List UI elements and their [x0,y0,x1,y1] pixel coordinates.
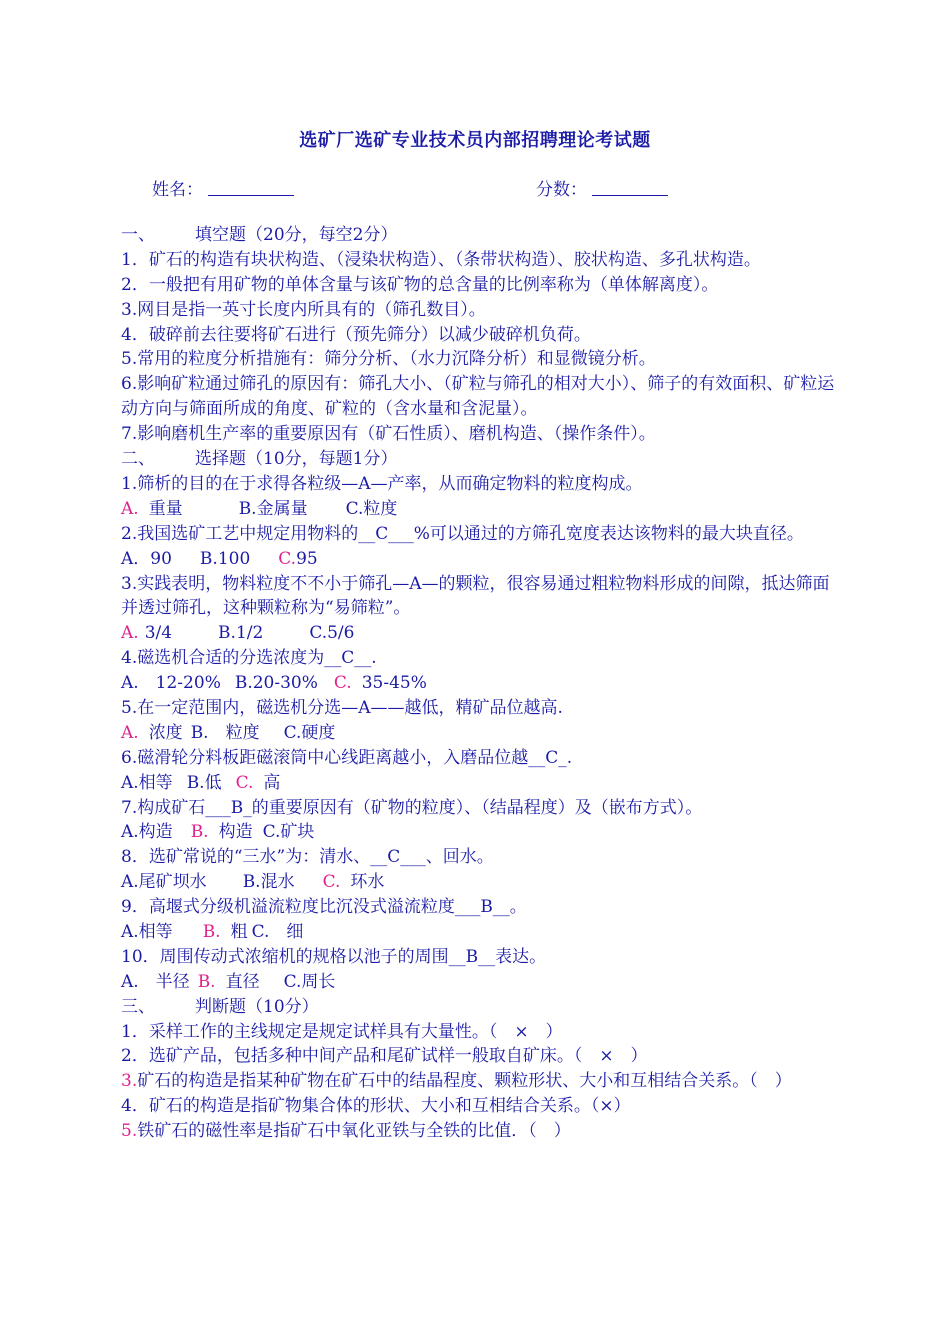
question-number: 5. [121,1121,138,1142]
answer-letter: C. [278,548,297,569]
question-text: 5.铁矿石的磁性率是指矿石中氧化亚铁与全铁的比值．（ ） [121,1121,571,1142]
question-text: 2.我国选矿工艺中规定用物料的__C___%可以通过的方筛孔宽度表达该物料的最大块直径。 [121,523,804,544]
answer-options: A.构造 B. 构造 C.矿块 [121,822,315,843]
answer-letter: B. [197,971,216,992]
answer-letter: B. [190,822,209,843]
question-text: 2．选矿产品，包括多种中间产品和尾矿试样一般取自矿床。（ × ） [121,1046,648,1067]
page-title: 选矿厂选矿专业技术员内部招聘理论考试题 [299,130,651,151]
answer-options: A.相等 B.低 C. 高 [121,772,281,793]
question-text: 7.构成矿石___B_的重要原因有（矿物的粒度）、（结晶程度）及（嵌布方式）。 [121,797,703,818]
score-blank-line [592,195,668,196]
answer-letter: A. [121,498,139,519]
question-text: 9．高堰式分级机溢流粒度比沉没式溢流粒度___B__。 [121,897,527,918]
answer-letter: C. [235,772,254,793]
question-text: 10．周围传动式浓缩机的规格以池子的周围__B__表达。 [121,946,547,967]
score-label: 分数： [536,180,587,200]
answer-options: A. 3/4 B.1/2 C.5/6 [121,623,355,644]
section-heading-fill-blank: 一、 填空题（20分，每空2分） [121,225,398,245]
question-text: 2．一般把有用矿物的单体含量与该矿物的总含量的比例率称为（单体解离度）。 [121,274,719,295]
section-heading-true-false: 三、 判断题（10分） [121,996,319,1017]
exam-body [121,223,841,1144]
question-text: 6.磁滑轮分料板距磁滚筒中心线距离越小，入磨品位越__C_. [121,747,573,768]
question-text: 1．矿石的构造有块状构造、（浸染状构造）、（条带状构造）、胶状构造、多孔状构造。 [121,249,761,270]
question-text: 3.矿石的构造是指某种矿物在矿石中的结晶程度、颗粒形状、大小和互相结合关系。（ ） [121,1071,792,1092]
answer-letter: B. [202,922,221,943]
question-text: 3.网目是指一英寸长度内所具有的（筛孔数目）。 [121,299,486,320]
answer-letter: C. [333,673,352,694]
question-text: 7.影响磨机生产率的重要原因有（矿石性质）、磨机构造、（操作条件）。 [121,424,656,445]
answer-options: A. 半径 B. 直径 C.周长 [121,971,336,992]
answer-options: A.相等 B. 粗 C. 细 [121,922,304,943]
answer-options: A. 浓度 B. 粒度 C.硬度 [121,722,336,743]
answer-options: A．90 B.100 C.95 [121,548,318,569]
question-text: 8．选矿常说的“三水”为：清水、__C___、回水。 [121,847,494,868]
name-blank-line [208,195,294,196]
answer-letter: C. [322,872,341,893]
question-text: 6.影响矿粒通过筛孔的原因有：筛孔大小、（矿粒与筛孔的相对大小）、筛子的有效面积、矿粒运动方向与筛面所成的角度、矿粒的（含水量和含泥量）。 [121,374,835,420]
answer-options: A. 重量 B.金属量 C.粒度 [121,498,398,519]
question-text: 1.筛析的目的在于求得各粒级—A—产率，从而确定物料的粒度构成。 [121,473,643,494]
answer-options: A. 12-20% B.20-30% C. 35-45% [121,673,427,694]
question-text: 4.磁选机合适的分选浓度为__C__. [121,648,377,669]
answer-options: A.尾矿坝水 B.混水 C. 环水 [121,872,385,893]
section-heading-multiple-choice: 二、 选择题（10分，每题1分） [121,449,398,470]
question-text: 5.在一定范围内，磁选机分选—A——越低，精矿品位越高. [121,698,563,719]
question-text: 1．采样工作的主线规定是规定试样具有大量性。（ × ） [121,1021,563,1042]
question-number: 3. [121,1071,138,1092]
question-text: 4．矿石的构造是指矿物集合体的形状、大小和互相结合关系。（×） [121,1096,631,1117]
question-text: 5.常用的粒度分析措施有：筛分分析、（水力沉降分析）和显微镜分析。 [121,349,656,370]
answer-letter: A. [121,623,139,644]
question-text: 4．破碎前去往要将矿石进行（预先筛分）以减少破碎机负荷。 [121,324,591,345]
question-text: 3.实践表明，物料粒度不不小于筛孔—A—的颗粒，很容易通过粗粒物料形成的间隙，抵达筛面并透过筛孔，这种颗粒称为“易筛粒”。 [121,573,830,619]
name-label: 姓名： [152,180,203,200]
answer-letter: A. [121,722,139,743]
